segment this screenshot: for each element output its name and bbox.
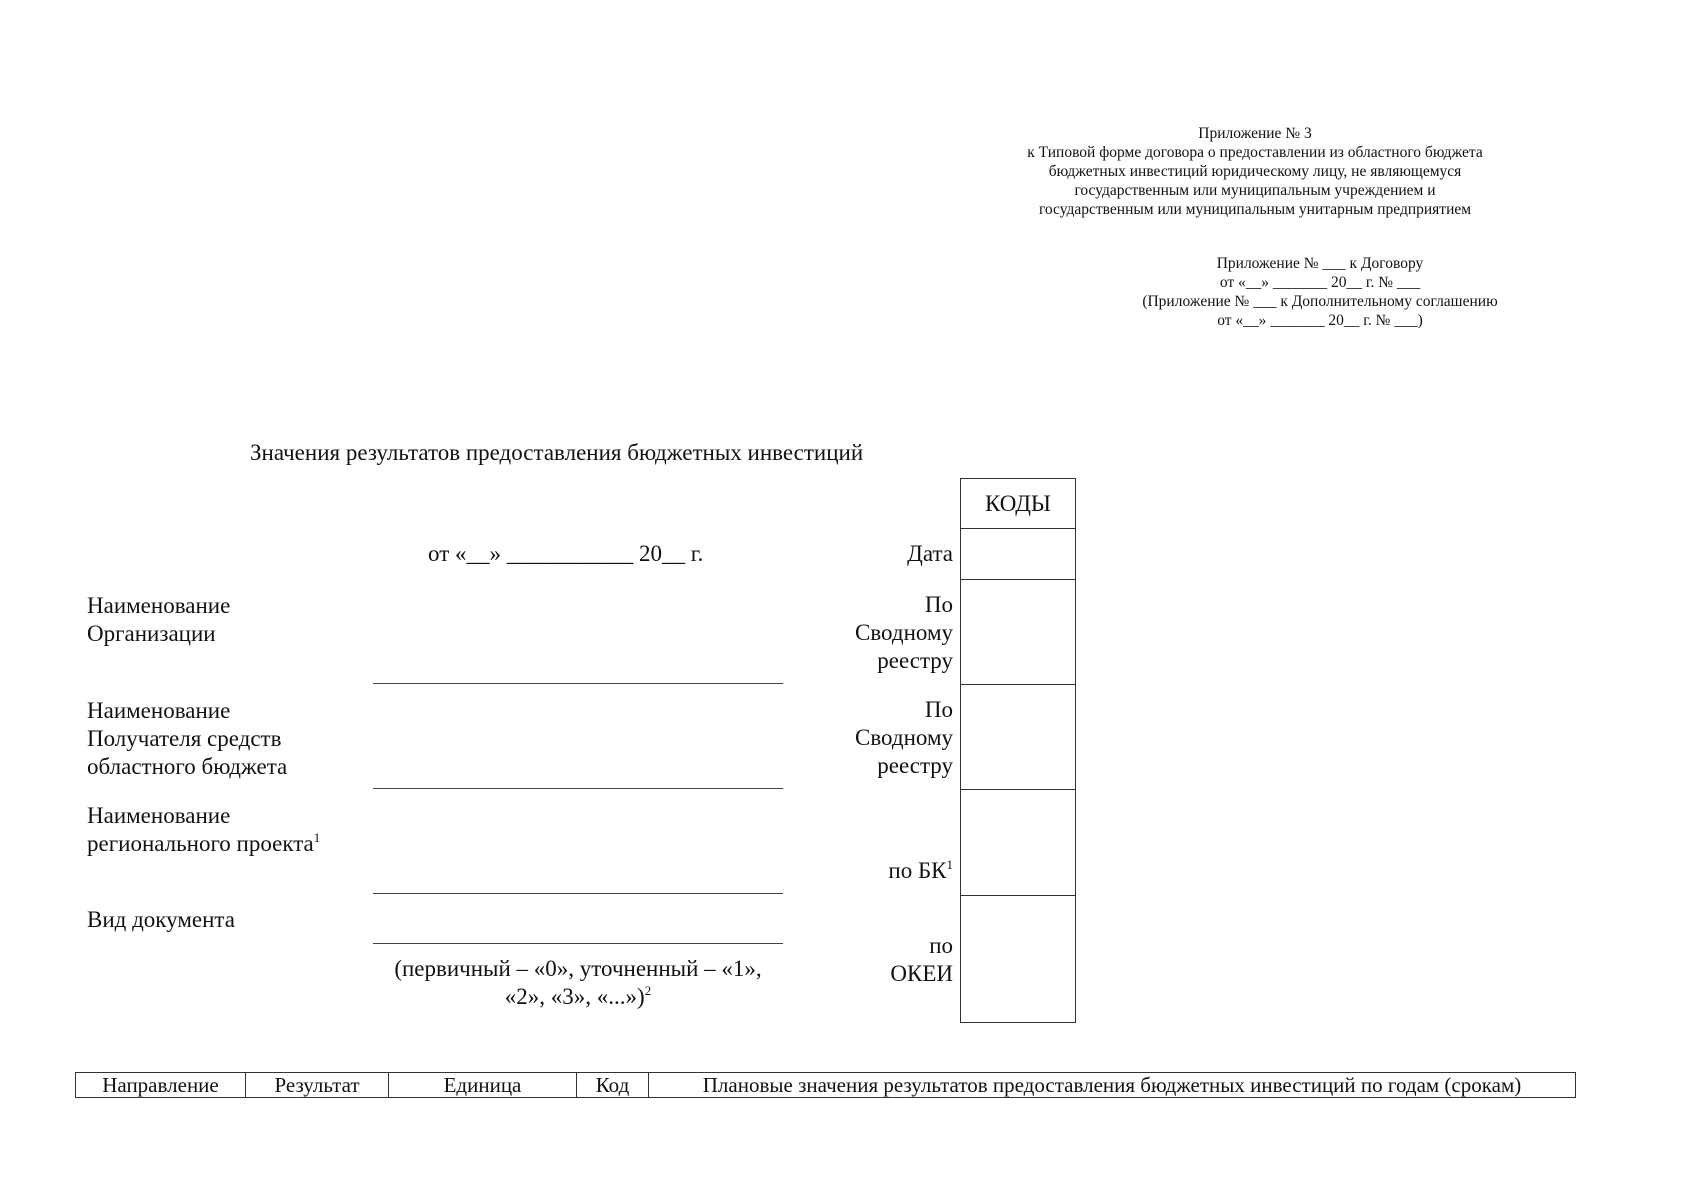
recipient-name-field-line[interactable] [373,788,783,789]
label-line: ОКЕИ [890,961,953,986]
label-line: По [924,697,953,722]
hint-line: (первичный – «0», уточненный – «1», [394,956,762,981]
appendix-header-line: бюджетных инвестиций юридическому лицу, не являющемуся [1048,163,1462,180]
column-header: Единица [389,1073,577,1098]
label-line: реестру [877,648,953,673]
codes-box [960,478,1076,1023]
label-line: Получателя средств [87,726,282,751]
document-title: Значения результатов предоставления бюджетных инвестиций [250,440,864,465]
contract-reference [1100,254,1540,330]
contract-reference-line: Приложение № ___ к Договору [1216,255,1424,272]
date-line: от «__» ___________ 20__ г. [428,541,704,566]
date-code-cell[interactable] [961,529,1075,580]
registry-code-cell[interactable] [961,580,1075,685]
project-label-text: регионального проекта [87,831,314,856]
footnote-ref: 2 [644,983,652,998]
registry-code-label-2 [800,696,953,780]
contract-reference-line: (Приложение № ___ к Дополнительному соглашению [1142,293,1498,310]
registry-code-label [800,591,953,675]
appendix-header-line: Приложение № 3 [1198,125,1312,142]
label-line: реестру [877,753,953,778]
column-header: Плановые значения результатов предоставления бюджетных инвестиций по годам (срокам) [649,1073,1576,1098]
contract-reference-line: от «__» _______ 20__ г. № ___) [1217,312,1423,329]
label-line [87,830,320,858]
footnote-ref: 1 [946,857,953,872]
appendix-header-line: государственным или муниципальным учреждением и [1074,182,1436,199]
appendix-header [960,124,1550,219]
label-line: Сводному [854,725,953,750]
label-line: областного бюджета [87,754,288,779]
table-header-row [76,1073,1576,1098]
date-code-label: Дата [907,541,953,566]
okei-code-label [800,932,953,988]
appendix-header-line: государственным или муниципальным унитарным предприятием [1038,201,1472,218]
project-name-field-line[interactable] [373,893,783,894]
appendix-header-line: к Типовой форме договора о предоставлении из областного бюджета [1027,144,1483,161]
column-header: Код [577,1073,649,1098]
bk-code-cell[interactable] [961,790,1075,896]
column-header: Направление [76,1073,246,1098]
hint-text: «2», «3», «...») [504,984,645,1009]
project-name-label [87,802,320,858]
recipient-name-label [87,697,287,781]
label-line: Наименование [87,698,231,723]
label-line: по [929,933,953,958]
hint-line [373,983,783,1011]
okei-code-cell[interactable] [961,896,1075,1023]
label-line: Сводному [854,620,953,645]
doc-type-hint [373,955,783,1011]
org-name-field-line[interactable] [373,683,783,684]
contract-reference-line: от «__» _______ 20__ г. № ___ [1219,274,1421,291]
label-line: Организации [87,621,216,646]
registry-code-cell-2[interactable] [961,685,1075,790]
label-line: По [924,592,953,617]
results-table [75,1072,1576,1098]
bk-text: по БК [888,858,947,883]
footnote-ref: 1 [313,830,321,845]
bk-code-label [800,857,953,885]
label-line: Наименование [87,593,231,618]
label-line: Наименование [87,803,231,828]
codes-header: КОДЫ [961,479,1075,529]
column-header: Результат [246,1073,389,1098]
doc-type-field-line[interactable] [373,943,783,944]
doc-type-label: Вид документа [87,907,235,932]
org-name-label [87,592,230,648]
